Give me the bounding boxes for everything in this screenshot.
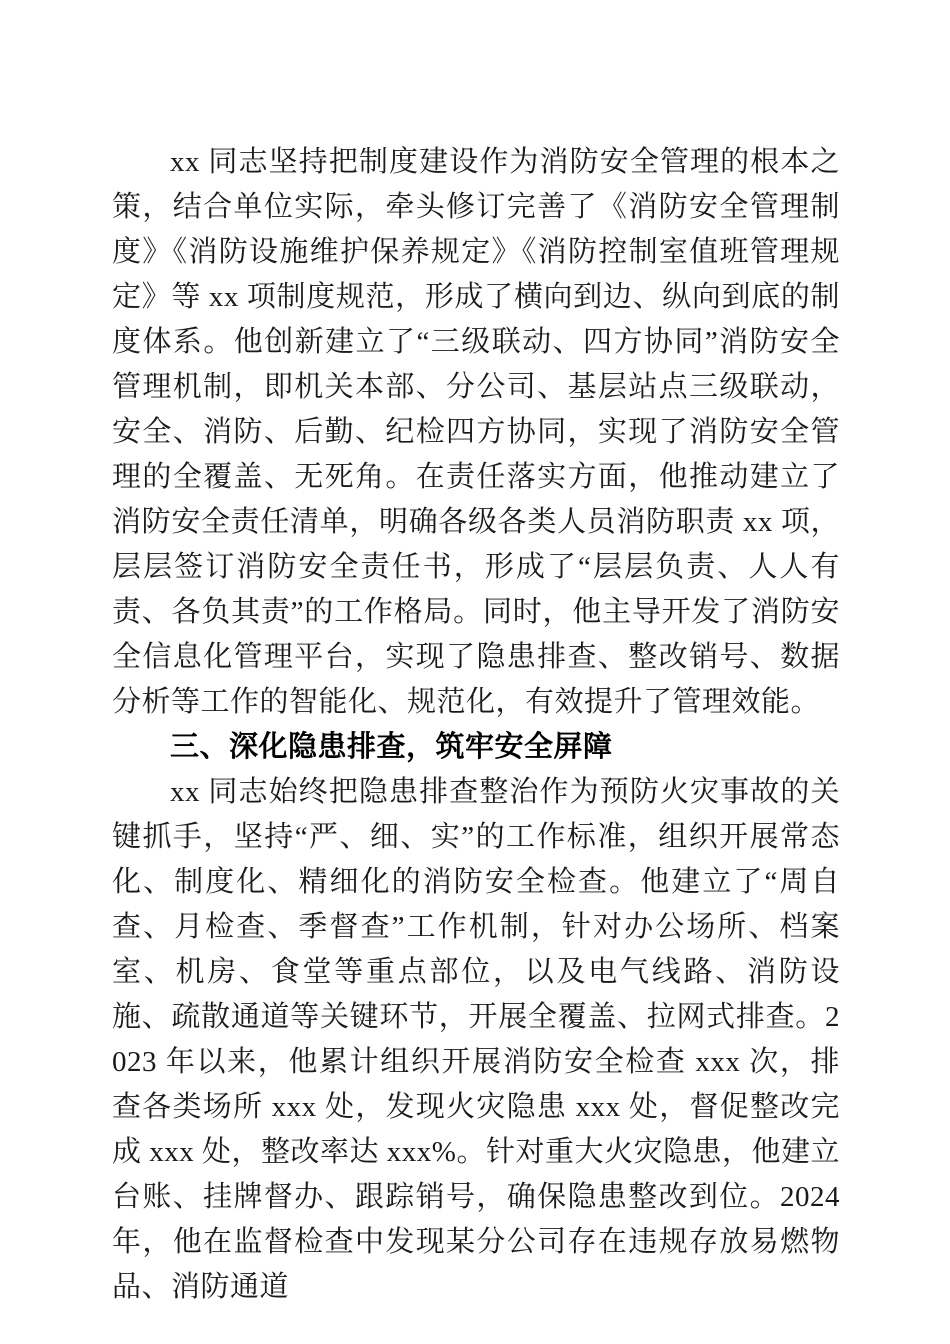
paragraph-hazard-inspection: xx 同志始终把隐患排查整治作为预防火灾事故的关键抓手，坚持“严、细、实”的工作标准，组织开展常态化、制度化、精细化的消防安全检查。他建立了“周自查、月检查、季督查”工作机制，针对办公场所、档案室、机房、食堂等重点部位，以及电气线路、消防设施、疏散通道等关键环节，开展全覆盖、拉网式排查。2023 年以来，他累计组织开展消防安全检查 xxx 次，排查各类场所 xxx 处，发现火灾隐患 xxx 处，督促整改完成 xxx 处，整改率达 xxx%。针对重大火灾隐患，他建立台账、挂牌督办、跟踪销号，确保隐患整改到位。2024 年，他在监督检查中发现某分公司存在违规存放易燃物品、消防通道 xyxy=(112,776,840,1303)
section-heading-hazard-inspection: 三、深化隐患排查，筑牢安全屏障 xyxy=(170,731,613,763)
paragraph-system-building: xx 同志坚持把制度建设作为消防安全管理的根本之策，结合单位实际，牵头修订完善了《消防安全管理制度》《消防设施维护保养规定》《消防控制室值班管理规定》等 xx 项制度规范，形成了横向到边、纵向到底的制度体系。他创新建立了“三级联动、四方协同”消防安全管理机制，即机关本部、分公司、基层站点三级联动，安全、消防、后勤、纪检四方协同，实现了消防安全管理的全覆盖、无死角。在责任落实方面，他推动建立了消防安全责任清单，明确各级各类人员消防职责 xx 项，层层签订消防安全责任书，形成了“层层负责、人人有责、各负其责”的工作格局。同时，他主导开发了消防安全信息化管理平台，实现了隐患排查、整改销号、数据分析等工作的智能化、规范化，有效提升了管理效能。 xyxy=(112,146,840,718)
